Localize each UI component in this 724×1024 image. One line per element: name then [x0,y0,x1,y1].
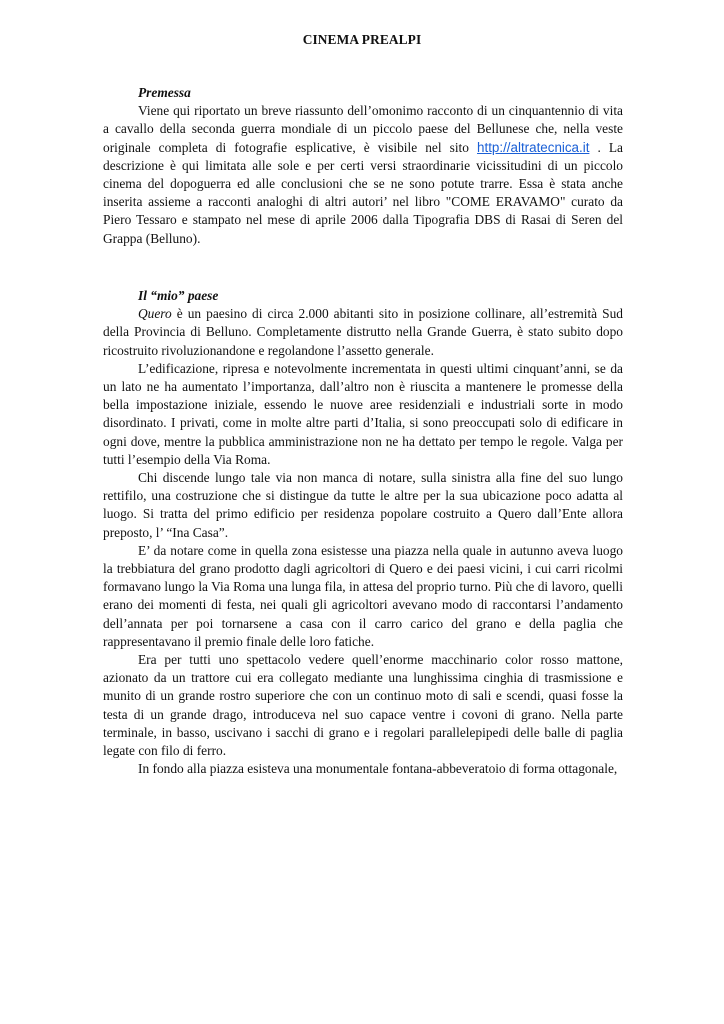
paragraph-premessa [103,102,623,248]
paragraph: In fondo alla piazza esisteva una monumentale fontana-abbeveratoio di forma ottagonale, [138,761,618,777]
paragraph [103,305,623,360]
paragraph: Era per tutti uno spettacolo vedere quell’enorme macchinario color rosso mattone, azionato da un trattore cui era collegato mediante una lunghissima cinghia di trasmissione e munito di un grande rostro superiore che con un continuo moto di sali e scendi, quasi fosse la testa di un grande drago, introduceva nel suo capace ventre i covoni di grano. Nella parte terminale, in basso, uscivano i sacchi di grano e i regolari parallelepipedi delle balle di paglia legate con filo di ferro. [103,652,623,759]
website-link[interactable]: http://altratecnica.it [477,139,590,155]
paragraph-text: . La descrizione è qui limitata alle sole e per certi versi straordinarie vicissitudini di un piccolo cinema del dopoguerra ed alle conclusioni che se ne sono potute trarre. Essa è stata anche inserita assieme a racconti analoghi di altri autori’ nel libro "COME ERAVAMO" curato da Piero Tessaro e stampato nel mese di aprile 2006 dalla Tipografia DBS di Rasai di Seren del Grappa (Belluno). [103,139,623,246]
place-name: Quero [138,306,172,322]
paragraph-text: è un paesino di circa 2.000 abitanti sito in posizione collinare, all’estremità Sud della Provincia di Belluno. Completamente distrutto nella Grande Guerra, è stato subito dopo ricostruito rivoluzionandone e regolandone l’assetto generale. [103,306,623,358]
section-heading-paese: Il “mio” paese [138,288,219,303]
paragraph: L’edificazione, ripresa e notevolmente incrementata in questi ultimi cinquant’anni, se da un lato ne ha aumentato l’importanza, dall’altro non è riuscita a mantenere le promesse della bella impostazione iniziale, essendo le nuove aree residenziali e industriali sorte in modo disordinato. I privati, come in molte altre parti d’Italia, si sono preoccupati solo di edificare in ogni dove, mentre la pubblica amministrazione non ne ha dettato per tempo le regole. Valga per tutti l’esempio della Via Roma. [103,360,623,467]
paragraph-text: Viene qui riportato un breve riassunto dell’omonimo racconto di un cinquantennio di vita a cavallo della seconda guerra mondiale di un piccolo paese del Bellunese che, nella veste originale completa di fotografie esplicative, è visibile nel sito [103,103,623,155]
paragraph: Chi discende lungo tale via non manca di notare, sulla sinistra alla fine del suo lungo rettifilo, una costruzione che si distingue da tutte le altre per la sua ubicazione poco adatta al luogo. Si tratta del primo edificio per residenza popolare costruito a Quero dall’Ente allora preposto, l’ “Ina Casa”. [103,470,623,540]
section-premessa [103,84,623,248]
document-title: CINEMA PREALPI [302,32,422,47]
section-heading-premessa: Premessa [138,85,191,100]
paragraph: E’ da notare come in quella zona esistesse una piazza nella quale in autunno aveva luogo la trebbiatura del grano prodotto dagli agricoltori di Quero e dei paesi vicini, i cui carri ricolmi formavano lungo la Via Roma una lunga fila, in attesa del proprio turno. Più che di lavoro, quelli erano dei momenti di festa, nei quali gli agricoltori avevano modo di raccontarsi l’andamento dell’annata per poi tornarsene a casa con il carro carico del grano e della paglia che rappresentavano il premio finale delle loro fatiche. [103,542,623,649]
section-paese [103,287,623,778]
